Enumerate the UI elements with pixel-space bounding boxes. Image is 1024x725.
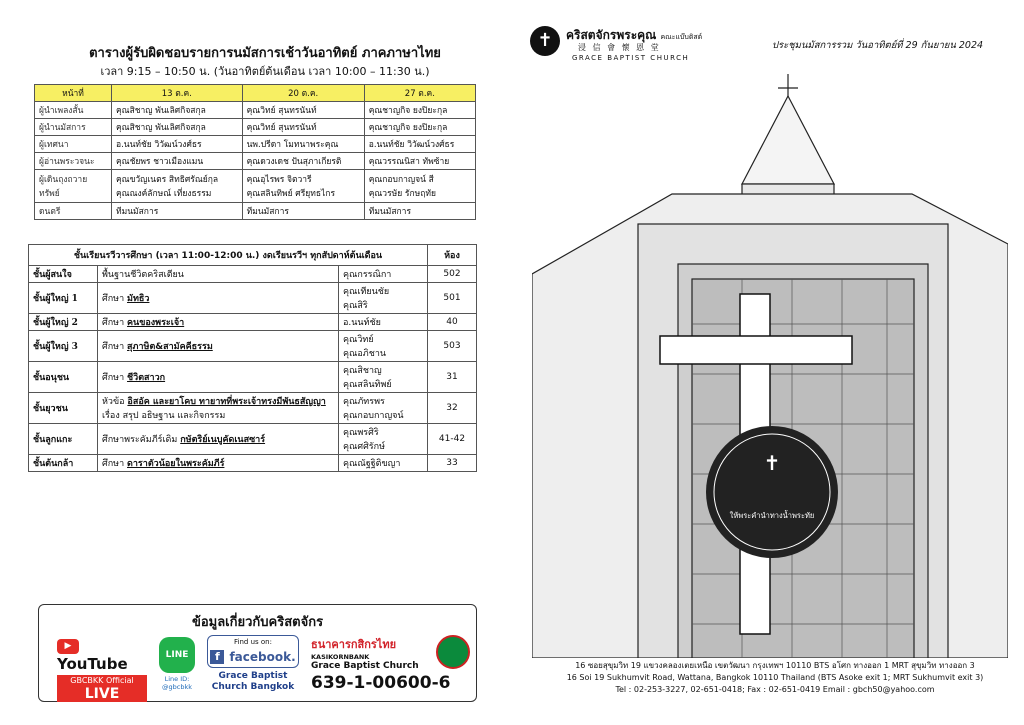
facebook-link[interactable] xyxy=(207,635,299,693)
role-cell: ผู้เทศนา xyxy=(35,136,112,153)
class-name: ชั้นลูกแกะ xyxy=(29,424,98,455)
assignee-cell: คุณชัยพร ชาวเมืองแมน xyxy=(112,153,243,170)
role-cell: ผู้นำเพลงสั้น xyxy=(35,102,112,119)
fb-find-text: Find us on: xyxy=(234,638,272,646)
bank-name-en: KASIKORNBANK xyxy=(311,653,370,661)
address-th: 16 ซอยสุขุมวิท 19 แขวงคลองเตยเหนือ เขตวัฒนา กรุงเทพฯ 10110 BTS อโศก ทางออก 1 MRT สุขุมวิท ทางออก 3 xyxy=(575,661,975,670)
address-en: 16 Soi 19 Sukhumvit Road, Wattana, Bangkok 10110 Thailand (BTS Asoke exit 1; MRT Sukhumvit exit 3) xyxy=(566,673,984,682)
church-logo-icon: ✝ xyxy=(530,26,560,56)
youtube-logo: ▶YouTube xyxy=(57,641,128,673)
emblem-icon xyxy=(706,426,838,558)
line-link[interactable] xyxy=(157,637,197,691)
class-name: ชั้นผู้ใหญ่ 2 xyxy=(29,314,98,331)
church-name-th: คริสตจักรพระคุณ คณะแบ๊บติสต์ xyxy=(566,28,703,42)
class-teacher: คุณสิชาญ คุณสลินทิพย์ xyxy=(339,362,428,393)
class-room: 31 xyxy=(428,362,477,393)
bank-info xyxy=(311,635,469,693)
assignee-cell: อ.นนท์ชัย วิวัฒน์วงศ์ธร xyxy=(364,136,475,153)
class-teacher: อ.นนท์ชัย xyxy=(339,314,428,331)
table-row xyxy=(35,102,476,119)
header-date: 27 ต.ค. xyxy=(364,85,475,102)
table-row xyxy=(35,203,476,220)
assignee-cell: คุณขวัญเนตร สิทธิศรัณย์กุล คุณณงค์ลักษณ์ เที่ยงธรรม xyxy=(112,170,243,203)
schedule-table xyxy=(34,84,476,220)
assignee-cell: ทีมนมัสการ xyxy=(112,203,243,220)
room-header: ห้อง xyxy=(428,245,477,266)
table-row xyxy=(35,170,476,203)
schedule-subtitle: เวลา 9:15 – 10:50 น. (วันอาทิตย์ต้นเดือน เวลา 10:00 – 11:30 น.) xyxy=(100,65,430,78)
assignee-cell: นพ.ปรีดา โมทนาพระคุณ xyxy=(242,136,364,153)
church-info-box xyxy=(38,604,477,702)
class-name: ชั้นผู้สนใจ xyxy=(29,266,98,283)
class-name: ชั้นต้นกล้า xyxy=(29,455,98,472)
assignee-cell: คุณวรรณนิสา ทัพซ้าย xyxy=(364,153,475,170)
header-date: 20 ต.ค. xyxy=(242,85,364,102)
service-date: ประชุมนมัสการรวม วันอาทิตย์ที่ 29 กันยายน 2024 xyxy=(772,40,984,51)
assignee-cell: คุณวิทย์ สุนทรนันท์ xyxy=(242,119,364,136)
assignee-cell: คุณสิชาญ พันเลิศกิจสกุล xyxy=(112,102,243,119)
schedule-header-row xyxy=(35,85,476,102)
role-cell: ผู้เดินถุงถวายทรัพย์ xyxy=(35,170,112,203)
assignee-cell: คุณชาญกิจ ยงปิยะกุล xyxy=(364,119,475,136)
table-row xyxy=(35,153,476,170)
class-topic: ศึกษาพระคัมภีร์เดิม กษัตริย์เนบูคัดเนสซาร์ xyxy=(98,424,339,455)
kasikorn-logo-icon xyxy=(436,635,470,669)
class-topic: ศึกษา ดาราตัวน้อยในพระคัมภีร์ xyxy=(98,455,339,472)
class-name: ชั้นอนุชน xyxy=(29,362,98,393)
line-icon: LINE xyxy=(159,637,195,673)
contact-info: Tel : 02-253-3227, 02-651-0418; Fax : 02-651-0419 Email : gbch50@yahoo.com xyxy=(615,685,935,694)
church-building-illustration xyxy=(532,74,1008,658)
bank-account-number: 639-1-00600-6 xyxy=(311,673,451,693)
assignee-cell: คุณชาญกิจ ยงปิยะกุล xyxy=(364,102,475,119)
class-room: 33 xyxy=(428,455,477,472)
table-row xyxy=(29,283,477,314)
facebook-icon: f xyxy=(210,650,224,664)
class-room: 40 xyxy=(428,314,477,331)
fb-page-name: Grace Baptist Church Bangkok xyxy=(211,671,295,692)
line-id: Line ID: @gbcbkk xyxy=(162,675,192,691)
assignee-cell: คุณกอบกาญจน์ สี คุณวรษัย รักษฤทัย xyxy=(364,170,475,203)
assignee-cell: อ.นนท์ชัย วิวัฒน์วงศ์ธร xyxy=(112,136,243,153)
assignee-cell: ทีมนมัสการ xyxy=(242,203,364,220)
class-room: 41-42 xyxy=(428,424,477,455)
svg-text:✝: ✝ xyxy=(763,451,781,475)
class-room: 32 xyxy=(428,393,477,424)
church-name-cn: 浸 信 會 懷 恩 堂 xyxy=(578,43,661,52)
fb-brand: facebook. xyxy=(229,650,296,664)
role-cell: ผู้อ่านพระวจนะ xyxy=(35,153,112,170)
class-room: 502 xyxy=(428,266,477,283)
class-name: ชั้นผู้ใหญ่ 1 xyxy=(29,283,98,314)
church-name-en: GRACE BAPTIST CHURCH xyxy=(572,54,690,62)
youtube-link[interactable] xyxy=(57,637,147,702)
class-topic: หัวข้อ อิสอัค และยาโคบ ทายาทที่พระเจ้าทรงมีพันธสัญญา เรื่อง สรุป อธิษฐาน และกิจกรรม xyxy=(98,393,339,424)
header-role: หน้าที่ xyxy=(35,85,112,102)
class-teacher: คุณณัฐฐิติขญา xyxy=(339,455,428,472)
table-row xyxy=(29,314,477,331)
class-topic: ศึกษา คนของพระเจ้า xyxy=(98,314,339,331)
assignee-cell: คุณดวงเดช ปันสุภาเกียรติ xyxy=(242,153,364,170)
class-name: ชั้นยุวชน xyxy=(29,393,98,424)
class-name: ชั้นผู้ใหญ่ 3 xyxy=(29,331,98,362)
class-topic: พื้นฐานชีวิตคริสเตียน xyxy=(98,266,339,283)
youtube-live: LIVE xyxy=(57,686,147,702)
class-topic: ศึกษา สุภาษิต&สามัคคีธรรม xyxy=(98,331,339,362)
header-date: 13 ต.ค. xyxy=(112,85,243,102)
table-row xyxy=(29,455,477,472)
class-topic: ศึกษา ชีวิตสาวก xyxy=(98,362,339,393)
assignee-cell: คุณอุไรพร จิตวารี คุณสลินทิพย์ ศรียุทธไกร xyxy=(242,170,364,203)
table-row xyxy=(29,331,477,362)
assignee-cell: คุณสิชาญ พันเลิศกิจสกุล xyxy=(112,119,243,136)
classes-table xyxy=(28,244,477,472)
schedule-title: ตารางผู้รับผิดชอบรายการนมัสการเช้าวันอาทิตย์ ภาคภาษาไทย xyxy=(89,46,441,61)
bank-name-th: ธนาคารกสิกรไทย xyxy=(311,638,397,651)
class-teacher: คุณพรศิริ คุณศศิรักษ์ xyxy=(339,424,428,455)
table-row xyxy=(29,393,477,424)
info-title: ข้อมูลเกี่ยวกับคริสตจักร xyxy=(191,615,324,630)
role-cell: ผู้นำนมัสการ xyxy=(35,119,112,136)
class-room: 501 xyxy=(428,283,477,314)
play-icon: ▶ xyxy=(57,639,79,654)
classes-header-row xyxy=(29,245,477,266)
table-row xyxy=(35,119,476,136)
class-teacher: คุณภัทรพร คุณกอบกาญจน์ xyxy=(339,393,428,424)
class-teacher: คุณวิทย์ คุณอภิชาน xyxy=(339,331,428,362)
youtube-channel: GBCBKK Official xyxy=(57,675,147,686)
svg-text:ให้พระคำนำทางน้ำพระทัย: ให้พระคำนำทางน้ำพระทัย xyxy=(729,511,815,520)
table-row xyxy=(29,424,477,455)
table-row xyxy=(35,136,476,153)
classes-header: ชั้นเรียนรวีวารศึกษา (เวลา 11:00-12:00 น.) งดเรียนรวีฯ ทุกสัปดาห์ต้นเดือน xyxy=(29,245,428,266)
assignee-cell: ทีมนมัสการ xyxy=(364,203,475,220)
facebook-badge xyxy=(207,635,299,668)
table-row xyxy=(29,266,477,283)
assignee-cell: คุณวิทย์ สุนทรนันท์ xyxy=(242,102,364,119)
church-address xyxy=(540,660,1010,696)
class-topic: ศึกษา มัทธิว xyxy=(98,283,339,314)
role-cell: ดนตรี xyxy=(35,203,112,220)
class-room: 503 xyxy=(428,331,477,362)
class-teacher: คุณเทียนชัย คุณสิริ xyxy=(339,283,428,314)
bank-account-name: Grace Baptist Church xyxy=(311,661,419,671)
table-row xyxy=(29,362,477,393)
class-teacher: คุณกรรณิกา xyxy=(339,266,428,283)
